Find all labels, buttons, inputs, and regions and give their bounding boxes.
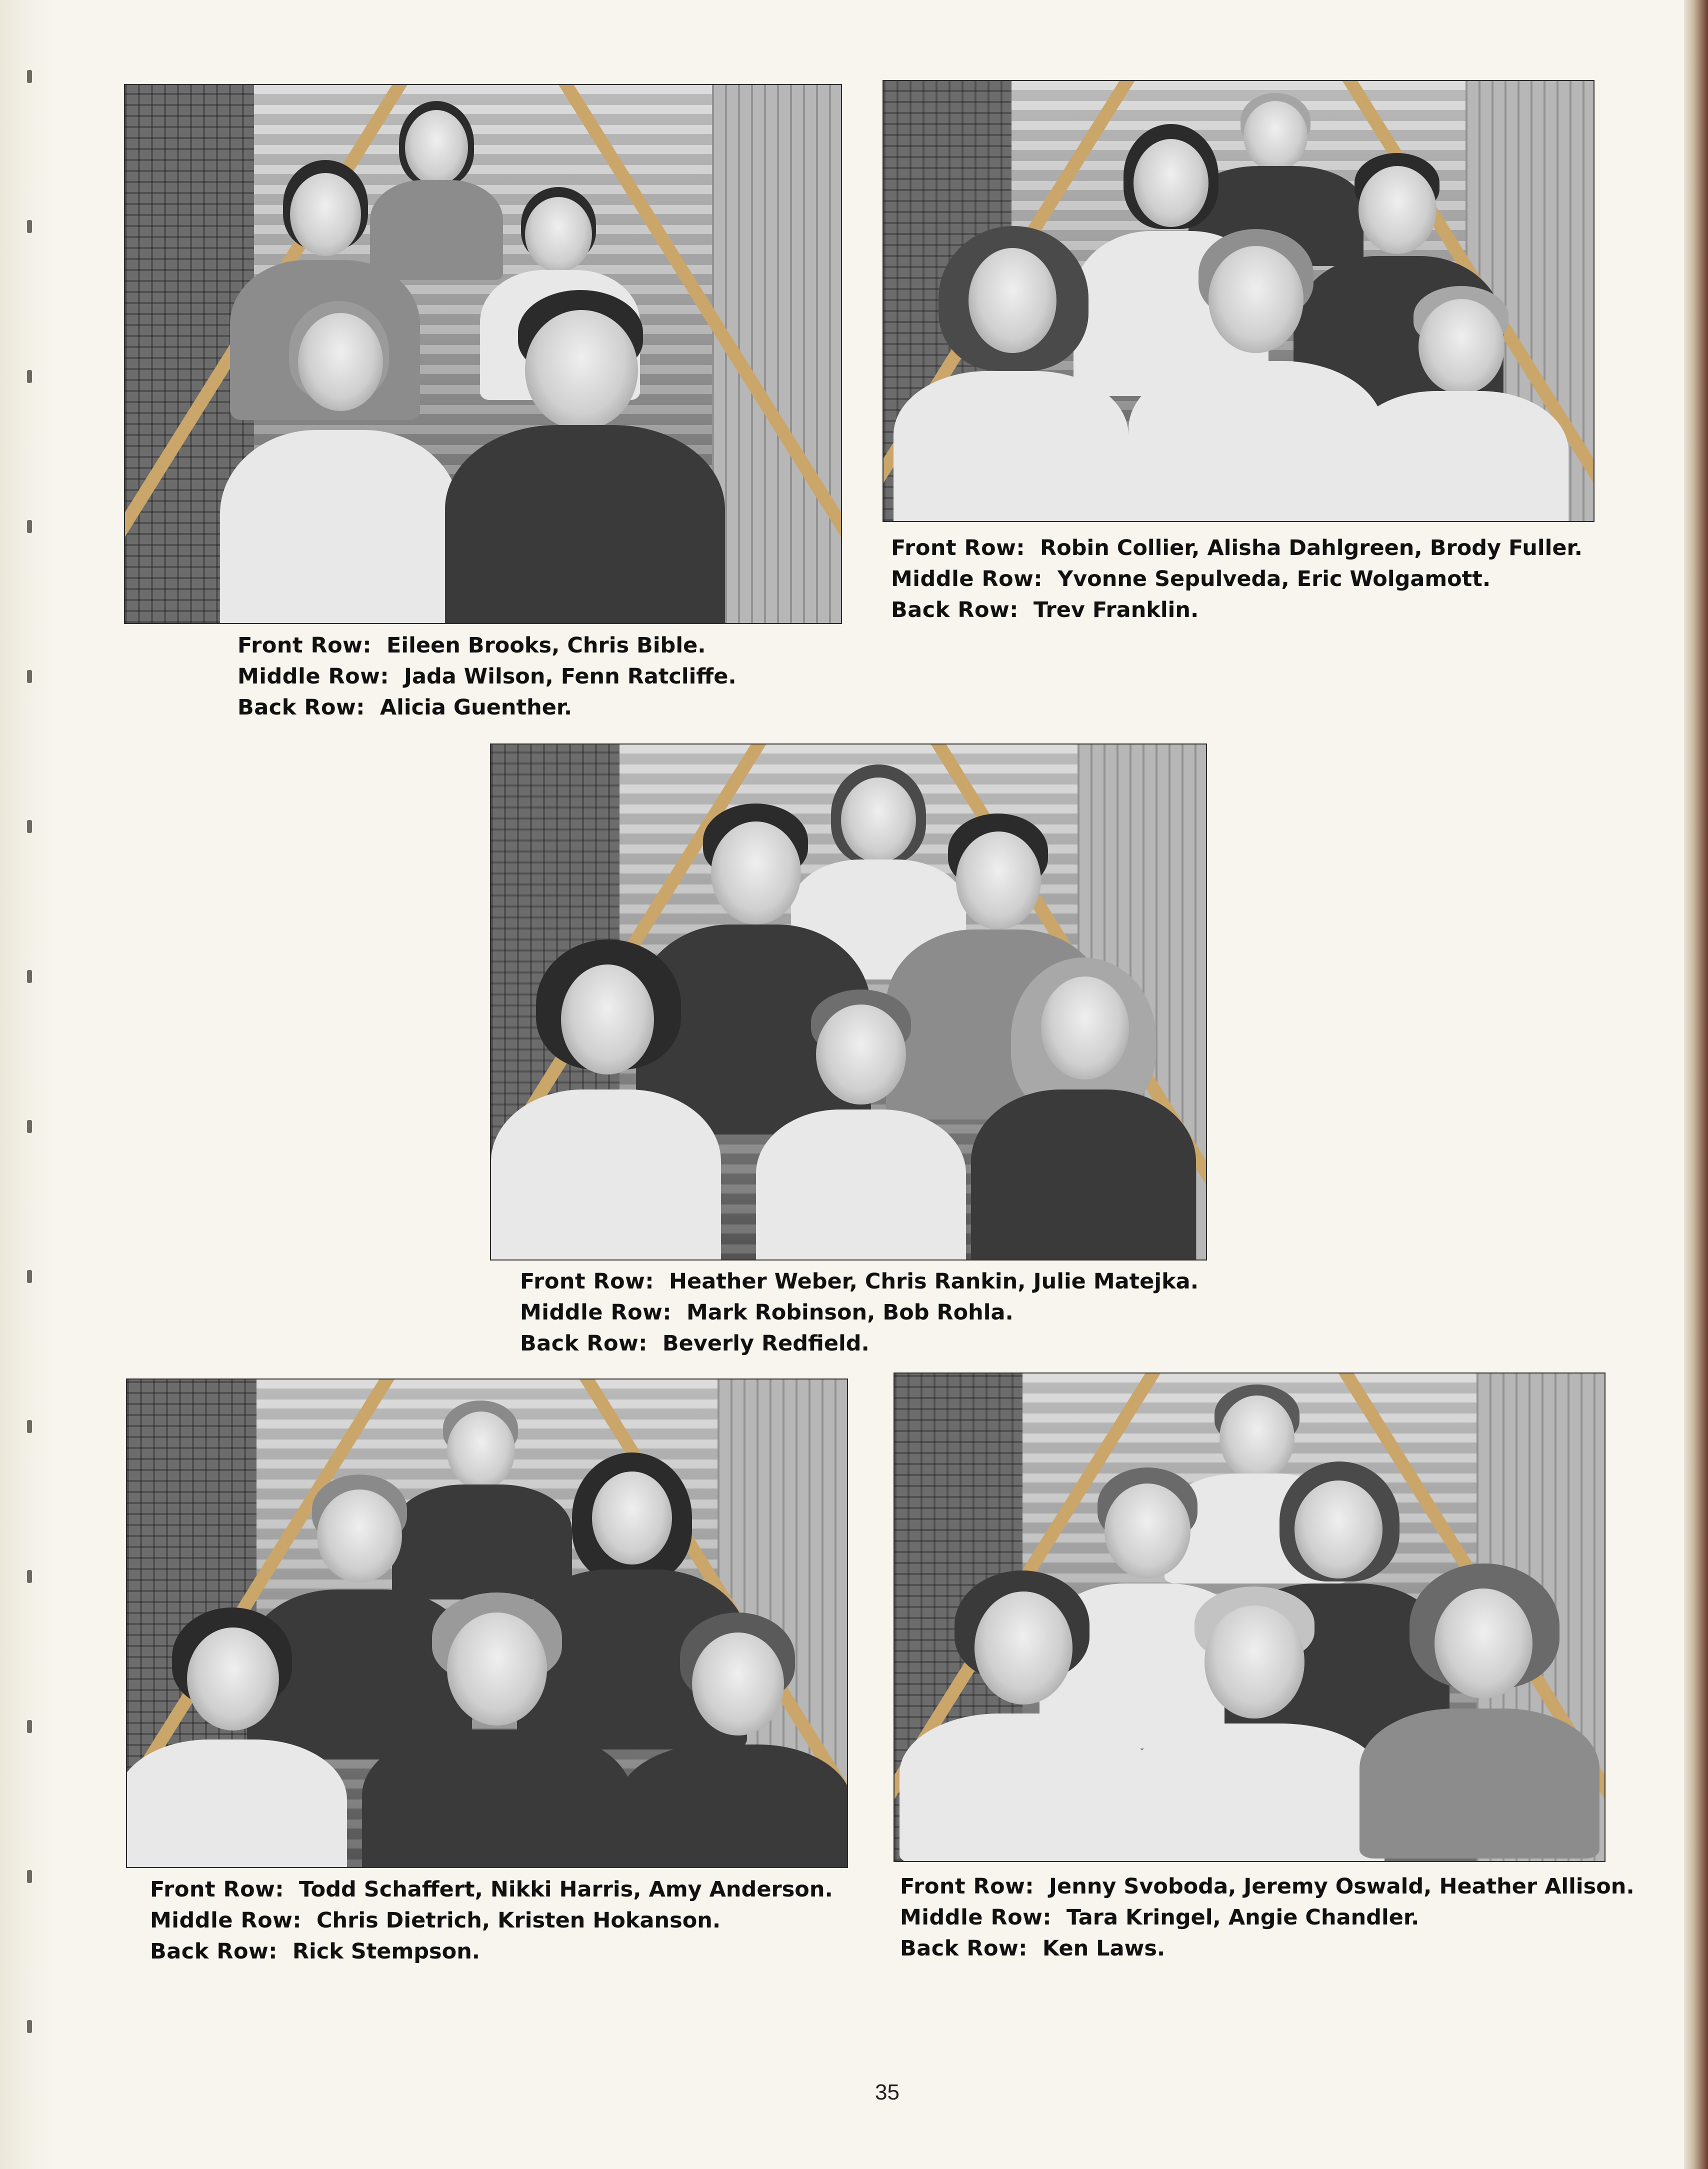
binding-stitch: [27, 1870, 32, 1883]
group-photo: [894, 1372, 1606, 1862]
group-photo: [124, 84, 842, 624]
binding-stitch: [27, 1570, 32, 1583]
caption-front-row: [238, 630, 736, 661]
caption-back-row: [238, 692, 736, 723]
row-names: Trev Franklin.: [1033, 598, 1199, 622]
row-names: Alicia Guenther.: [380, 695, 572, 720]
binding-stitch: [27, 1720, 32, 1733]
binding-stitch: [27, 1120, 32, 1133]
page-number: 35: [875, 2080, 900, 2104]
row-names: Tara Kringel, Angie Chandler.: [1066, 1905, 1420, 1930]
row-label: Middle Row:: [891, 566, 1043, 592]
caption-middle-row: [150, 1905, 833, 1936]
caption-middle-row: [238, 661, 736, 692]
group-photo: [126, 1378, 848, 1868]
binding-stitch: [27, 670, 32, 683]
row-names: Todd Schaffert, Nikki Harris, Amy Anderson.: [299, 1877, 833, 1902]
row-label: Back Row:: [891, 598, 1018, 622]
row-names: Heather Weber, Chris Rankin, Julie Matejka.: [669, 1269, 1199, 1294]
row-names: Eileen Brooks, Chris Bible.: [386, 633, 706, 658]
row-label: Front Row:: [238, 633, 372, 658]
binding-stitch: [27, 1270, 32, 1283]
caption-front-row: [150, 1874, 833, 1905]
row-label: Back Row:: [150, 1939, 278, 1964]
row-label: Middle Row:: [150, 1908, 302, 1933]
book-cover-edge: [1684, 0, 1708, 2169]
row-names: Yvonne Sepulveda, Eric Wolgamott.: [1058, 566, 1491, 592]
photo-caption: [150, 1874, 833, 1967]
binding-stitch: [27, 520, 32, 533]
binding-stitch: [27, 370, 32, 383]
row-names: Beverly Redfield.: [662, 1331, 870, 1356]
row-label: Middle Row:: [520, 1300, 672, 1325]
row-names: Jada Wilson, Fenn Ratcliffe.: [404, 664, 736, 689]
caption-back-row: [900, 1933, 1634, 1964]
row-names: Robin Collier, Alisha Dahlgreen, Brody Fuller.: [1040, 536, 1582, 560]
row-label: Front Row:: [520, 1269, 654, 1294]
caption-front-row: [900, 1871, 1634, 1902]
row-label: Middle Row:: [238, 664, 390, 689]
caption-front-row: [891, 532, 1582, 564]
photo-caption: [891, 532, 1582, 626]
row-label: Front Row:: [891, 536, 1026, 560]
caption-middle-row: [520, 1297, 1198, 1328]
row-names: Ken Laws.: [1042, 1936, 1166, 1961]
photo-caption: [520, 1266, 1198, 1359]
page-binding: [0, 0, 55, 2169]
caption-front-row: [520, 1266, 1198, 1297]
binding-stitch: [27, 70, 32, 83]
row-names: Chris Dietrich, Kristen Hokanson.: [316, 1908, 721, 1933]
row-label: Back Row:: [520, 1331, 648, 1356]
binding-stitch: [27, 1420, 32, 1433]
binding-stitch: [27, 970, 32, 983]
caption-back-row: [520, 1328, 1198, 1359]
caption-middle-row: [900, 1902, 1634, 1933]
group-photo: [490, 744, 1207, 1260]
row-names: Mark Robinson, Bob Rohla.: [686, 1300, 1014, 1325]
caption-middle-row: [891, 564, 1582, 594]
caption-back-row: [891, 594, 1582, 626]
row-label: Front Row:: [150, 1877, 284, 1902]
group-photo: [882, 80, 1594, 522]
caption-back-row: [150, 1936, 833, 1967]
binding-stitch: [27, 820, 32, 833]
row-names: Rick Stempson.: [292, 1939, 480, 1964]
row-names: Jenny Svoboda, Jeremy Oswald, Heather Allison.: [1049, 1874, 1634, 1899]
row-label: Middle Row:: [900, 1905, 1052, 1930]
binding-stitch: [27, 2020, 32, 2033]
row-label: Front Row:: [900, 1874, 1034, 1899]
row-label: Back Row:: [238, 695, 365, 720]
binding-stitch: [27, 220, 32, 233]
photo-caption: [238, 630, 736, 723]
row-label: Back Row:: [900, 1936, 1028, 1961]
photo-caption: [900, 1871, 1634, 1964]
